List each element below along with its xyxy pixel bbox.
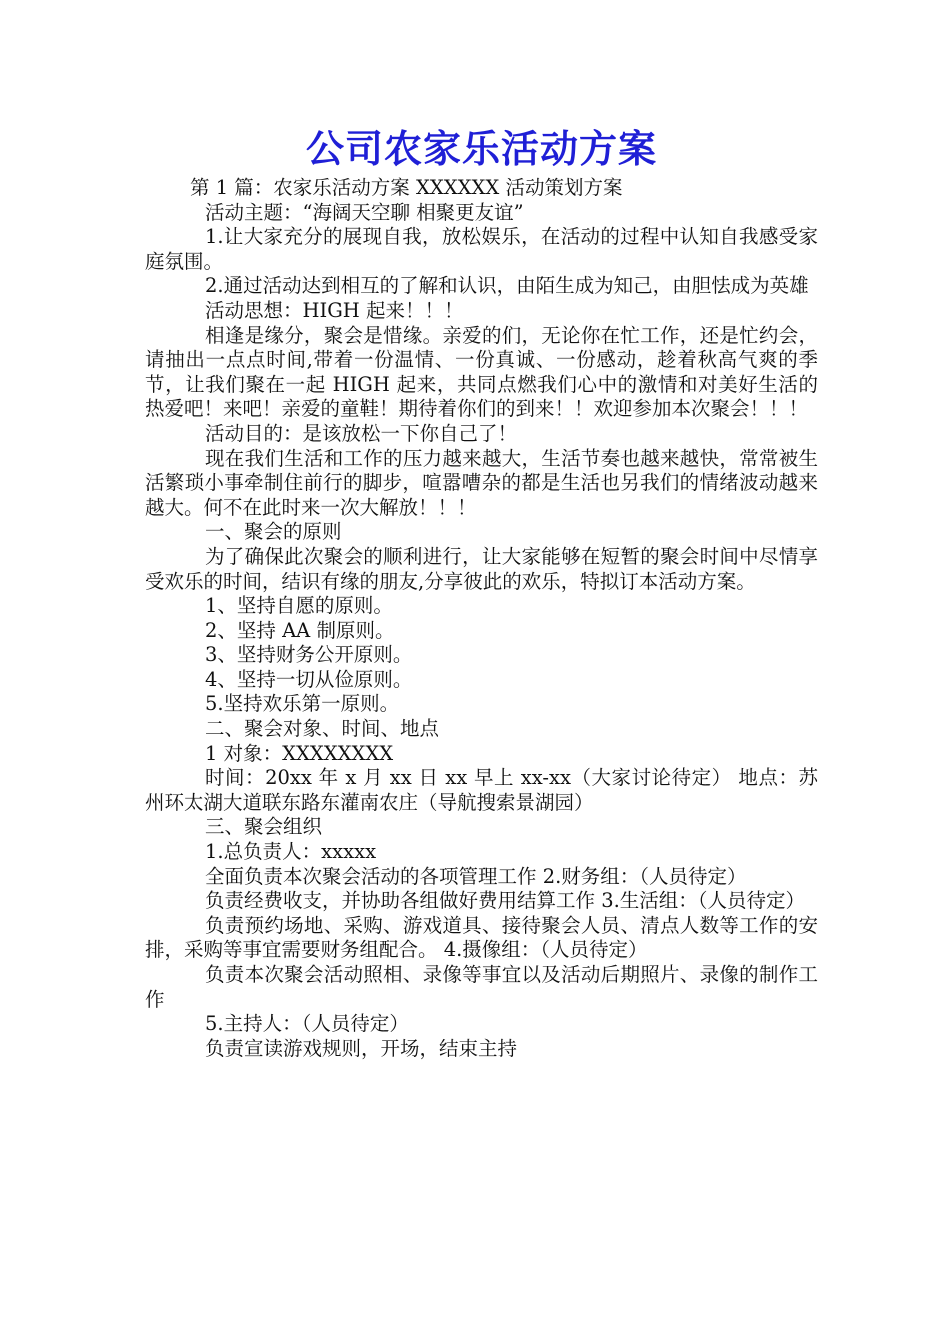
document-title: 公司农家乐活动方案 [305, 127, 657, 171]
principle-item: 3、坚持财务公开原则。 [205, 643, 413, 667]
logistics-duty-paragraph: 负责预约场地、采购、游戏道具、接待聚会人员、清点人数等工作的安排，采购等事宜需要财务组配合。 4.摄像组：（人员待定） [145, 913, 818, 962]
goal-item-1: 1.让大家充分的展现自我，放松娱乐，在活动的过程中认知自我感受家庭氛围。 [145, 225, 818, 273]
principle-item: 2、坚持 AA 制原则。 [205, 618, 395, 642]
section-heading-1: 一、聚会的原则 [205, 520, 342, 544]
goal-item-2: 2.通过活动达到相互的了解和认识，由陌生成为知己，由胆怯成为英雄 [205, 274, 809, 298]
finance-duty-paragraph: 负责经费收支，并协助各组做好费用结算工作 3.生活组：（人员待定） [205, 889, 806, 913]
principle-item: 5.坚持欢乐第一原则。 [205, 692, 400, 716]
camera-duty-paragraph: 负责本次聚会活动照相、录像等事宜以及活动后期照片、录像的制作工作 [145, 963, 818, 1011]
principle-item: 4、坚持一切从俭原则。 [205, 667, 413, 691]
organizer-duty-paragraph: 全面负责本次聚会活动的各项管理工作 2.财务组：（人员待定） [205, 864, 747, 888]
purpose-paragraph: 现在我们生活和工作的压力越来越大，生活节奏也越来越快，常常被生活繁琐小事牵制住前行的脚步，喧嚣嘈杂的都是生活也另我们的情绪波动越来越大。何不在此时来一次大解放！！！ [145, 446, 818, 519]
activity-purpose: 活动目的：是该放松一下你自己了！ [205, 421, 518, 445]
section-heading-2: 二、聚会对象、时间、地点 [205, 717, 440, 741]
principle-item: 1、坚持自愿的原则。 [205, 594, 393, 618]
section-heading-3: 三、聚会组织 [205, 815, 323, 839]
time-location-paragraph: 时间：20xx 年 x 月 xx 日 xx 早上 xx-xx（大家讨论待定） 地点：苏州环太湖大道联东路东灌南农庄（导航搜索景湖园） [145, 766, 818, 814]
host-line: 5.主持人：（人员待定） [205, 1012, 409, 1036]
organizer-line: 1.总负责人：xxxxx [205, 840, 377, 864]
target-line: 1 对象：XXXXXXXX [205, 741, 394, 765]
host-duty-paragraph: 负责宣读游戏规则，开场，结束主持 [205, 1036, 518, 1060]
activity-idea: 活动思想：HIGH 起来！！！ [205, 298, 464, 322]
chapter-heading: 第 1 篇：农家乐活动方案 XXXXXX 活动策划方案 [190, 176, 623, 199]
principles-paragraph: 为了确保此次聚会的顺利进行，让大家能够在短暂的聚会时间中尽情享受欢乐的时间，结识有缘的朋友,分享彼此的欢乐，特拟订本活动方案。 [145, 544, 818, 593]
activity-theme: 活动主题：“海阔天空聊 相聚更友谊” [205, 200, 524, 224]
idea-paragraph: 相逢是缘分，聚会是惜缘。亲爱的们，无论你在忙工作，还是忙约会，请抽出一点点时间,带着一份温情、一份真诚、一份感动，趁着秋高气爽的季节，让我们聚在一起 HIGH 起来，共同点燃我们心中的激情和对美好生活的热爱吧！来吧！亲爱的童鞋！期待着你们的到来！！欢迎参加本次聚会！！！ [145, 323, 818, 421]
